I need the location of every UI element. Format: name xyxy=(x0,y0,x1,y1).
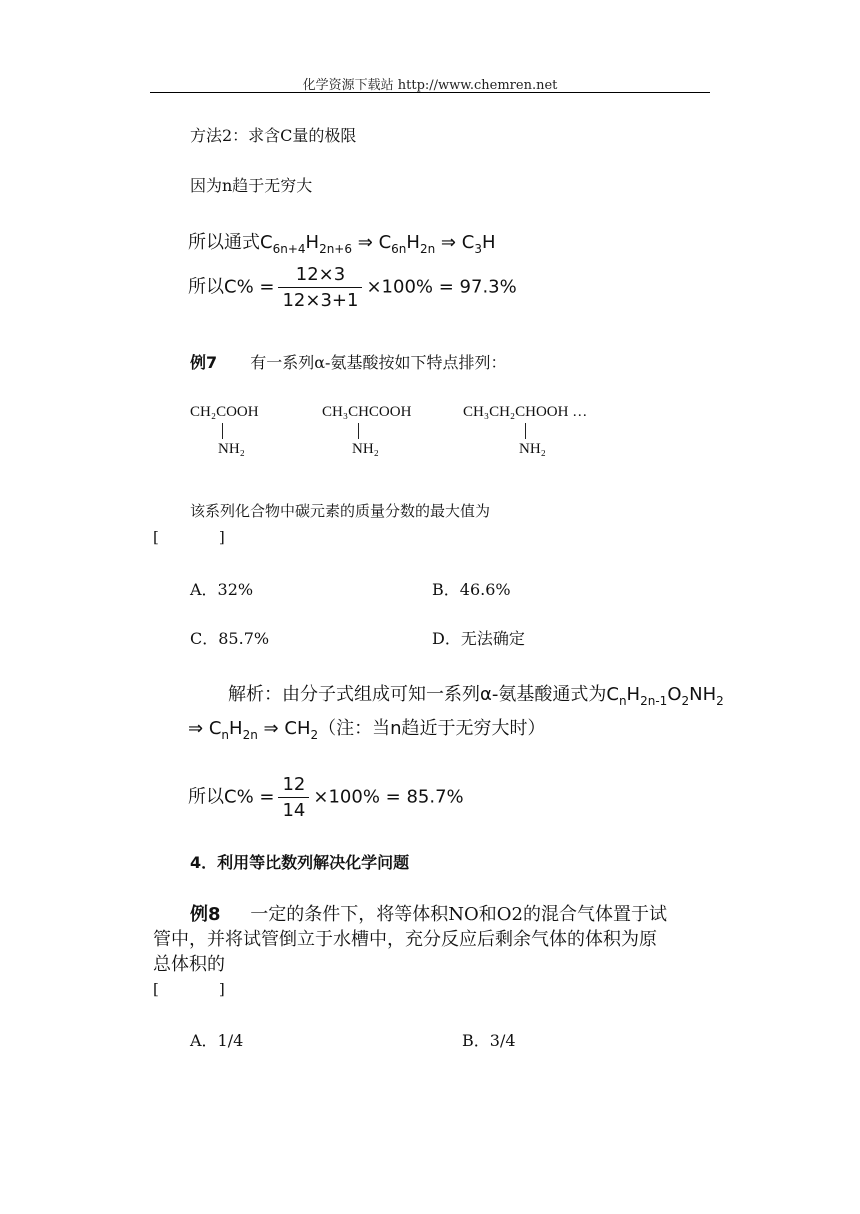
subscript: 6n xyxy=(391,242,407,256)
symbol-c: C xyxy=(606,684,619,705)
arrow: ⇒ xyxy=(440,232,457,253)
header-rule xyxy=(150,92,710,93)
symbol-h: H xyxy=(406,232,420,253)
arrow: ⇒ xyxy=(357,232,373,253)
option-b: B．3/4 xyxy=(462,1031,516,1050)
formula-suffix: ×100% = 97.3% xyxy=(366,276,517,298)
subscript: 2 xyxy=(310,728,319,742)
fraction xyxy=(278,264,362,311)
example7-heading xyxy=(190,350,506,373)
option-c: C．85.7% xyxy=(190,629,270,648)
bond-line xyxy=(222,423,223,439)
subscript: n xyxy=(618,694,627,708)
symbol-c: C xyxy=(260,232,273,253)
example7-question: 该系列化合物中碳元素的质量分数的最大值为 xyxy=(190,502,491,520)
symbol-ch: CH xyxy=(284,718,311,739)
arrow: ⇒ xyxy=(263,718,279,739)
symbol-c: C xyxy=(378,232,392,253)
fraction-denominator: 12×3+1 xyxy=(282,290,359,311)
example-label: 例7 xyxy=(190,353,218,372)
arrow: ⇒ xyxy=(188,718,204,739)
answer-bracket: [ ] xyxy=(153,980,225,998)
analysis-note: （注：当n趋近于无穷大时） xyxy=(318,718,546,739)
structure-2-bottom: NH₂ xyxy=(352,441,379,457)
subscript: 2n xyxy=(419,242,436,256)
method-title: 方法2：求含C量的极限 xyxy=(190,126,357,145)
subscript: 3 xyxy=(474,242,482,256)
subscript: 2n xyxy=(242,728,258,742)
analysis-text: 解析：由分子式组成可知一系列α-氨基酸通式为 xyxy=(228,684,607,705)
example8-line-2: 管中，并将试管倒立于水槽中，充分反应后剩余气体的体积为原 xyxy=(153,929,657,950)
subscript: 2n-1 xyxy=(640,694,668,708)
bond-line xyxy=(525,423,526,439)
structure-3-top: CH₃CH₂CHOOH … xyxy=(463,404,588,420)
example8-line-1 xyxy=(190,900,667,926)
subscript: 2n+6 xyxy=(319,242,352,256)
symbol-h: H xyxy=(626,684,641,705)
section-heading: 4．利用等比数列解决化学问题 xyxy=(190,853,410,872)
example-label: 例8 xyxy=(190,904,221,925)
symbol-c: C xyxy=(208,718,222,739)
fraction-denominator: 14 xyxy=(282,800,306,821)
symbol-o: O xyxy=(667,684,682,705)
formula-suffix: ×100% = 85.7% xyxy=(313,786,464,808)
symbol-h: H xyxy=(481,232,496,253)
page-header: 化学资源下载站 http://www.chemren.net xyxy=(302,78,558,93)
subscript: 2 xyxy=(716,694,724,708)
example-text: 一定的条件下，将等体积NO和O2的混合气体置于试 xyxy=(250,904,667,925)
structure-1-top: CH₂COOH xyxy=(190,404,259,420)
example8-line-3: 总体积的 xyxy=(153,954,225,975)
option-a: A．1/4 xyxy=(190,1031,244,1050)
formula-prefix: 所以通式 xyxy=(188,232,260,253)
option-a: A．32% xyxy=(190,580,254,599)
answer-bracket: [ ] xyxy=(153,528,225,546)
structure-2-top: CH₃CHCOOH xyxy=(322,404,412,420)
fraction xyxy=(278,774,309,821)
analysis-line-2 xyxy=(188,714,546,742)
formula-prefix: 所以C% = xyxy=(188,276,275,298)
formula-line-percent-2 xyxy=(188,774,464,821)
option-d: D．无法确定 xyxy=(432,629,525,648)
symbol-h: H xyxy=(305,232,320,253)
fraction-numerator: 12 xyxy=(278,774,309,798)
structure-1-bottom: NH₂ xyxy=(218,441,245,457)
formula-line-percent-1 xyxy=(188,264,517,311)
bond-line xyxy=(358,423,359,439)
symbol-c: C xyxy=(461,232,475,253)
example-text: 有一系列α-氨基酸按如下特点排列： xyxy=(250,353,507,372)
formula-line-general xyxy=(188,228,496,256)
subscript: 6n+4 xyxy=(272,242,306,256)
formula-prefix: 所以C% = xyxy=(188,786,275,808)
method-reason: 因为n趋于无穷大 xyxy=(190,176,313,195)
structure-3-bottom: NH₂ xyxy=(519,441,546,457)
option-b: B．46.6% xyxy=(432,580,511,599)
symbol-nh: NH xyxy=(689,684,717,705)
fraction-numerator: 12×3 xyxy=(278,264,362,288)
subscript: n xyxy=(221,728,230,742)
symbol-h: H xyxy=(229,718,243,739)
subscript: 2 xyxy=(681,694,690,708)
analysis-line-1 xyxy=(228,680,724,708)
